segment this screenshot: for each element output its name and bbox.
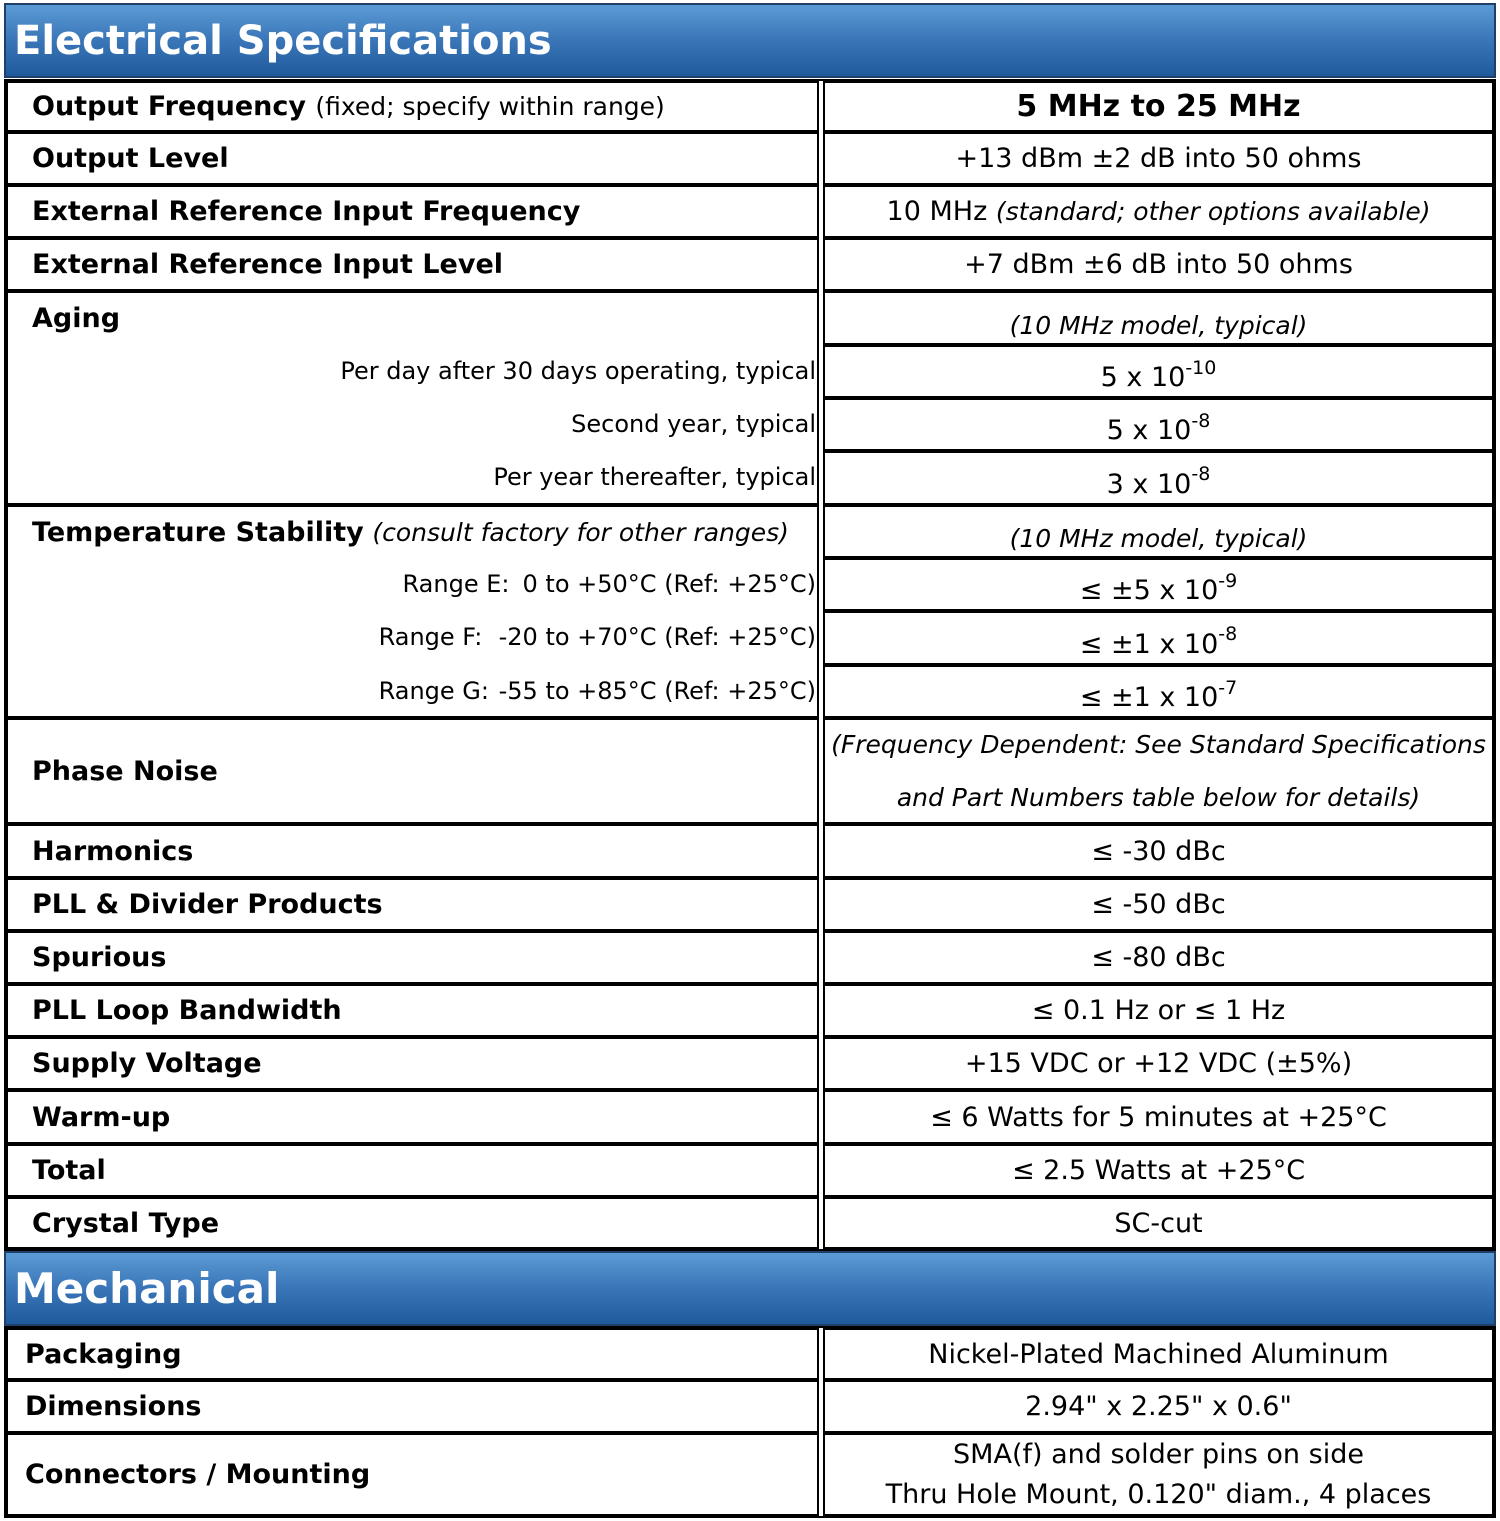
warmup-value: ≤ 6 Watts for 5 minutes at +25°C [930,1101,1387,1133]
aging-value-exp: -8 [1191,409,1211,432]
ext-ref-freq-value: 10 MHz [886,196,988,227]
electrical-section-header [4,3,1496,78]
pll-bandwidth-label-cell [6,984,819,1037]
aging-value-exp: -10 [1185,356,1217,379]
temp-stability-value-cell [823,665,1494,718]
harmonics-value: ≤ -30 dBc [1091,835,1226,867]
packaging-label-cell [6,1328,819,1380]
aging-label: Aging [32,303,121,334]
aging-value-exp: -8 [1191,463,1211,485]
phase-noise-value-cell [823,718,1494,824]
ext-ref-level-label-cell [6,238,819,291]
ext-ref-freq-value-cell [823,185,1494,238]
temp-value-exp: -7 [1218,676,1238,699]
output-level-value-cell [823,132,1494,185]
connectors-line2: Thru Hole Mount, 0.120" diam., 4 places [885,1478,1432,1510]
temp-stability-note: (consult factory for other ranges) [372,518,789,547]
temp-range-label: Range E: [402,570,510,598]
crystal-value: SC-cut [1114,1207,1203,1239]
phase-noise-line2: and Part Numbers table below for details) [896,783,1421,812]
temp-range-span: 0 to +50°C (Ref: +25°C) [522,570,816,598]
ext-ref-level-value-cell [823,238,1494,291]
temp-range-row [379,677,816,705]
output-level-label: Output Level [32,143,229,174]
temp-value-exp: -9 [1218,569,1238,592]
pll-bandwidth-value-cell [823,984,1494,1037]
output-frequency-value-cell [823,81,1494,132]
temp-stability-header-cell [823,505,1494,558]
warmup-value-cell [823,1090,1494,1144]
total-label: Total [32,1155,106,1186]
pll-divider-label: PLL & Divider Products [32,889,383,920]
crystal-value-cell [823,1197,1494,1249]
harmonics-label: Harmonics [32,835,194,867]
ext-ref-level-label: External Reference Input Level [32,249,504,280]
phase-noise-label-cell [6,718,819,824]
crystal-label-cell [6,1197,819,1249]
crystal-label: Crystal Type [32,1207,220,1239]
temp-value-base: ≤ ±1 x 10 [1079,628,1219,660]
connectors-label-cell [6,1433,819,1516]
output-frequency-label-cell [6,81,819,132]
phase-noise-line1: (Frequency Dependent: See Standard Specifications [831,730,1486,759]
electrical-title: Electrical Specifications [14,17,552,64]
spurious-value: ≤ -80 dBc [1091,942,1226,973]
temp-range-row [379,623,816,651]
output-frequency-note: (fixed; specify within range) [315,92,665,121]
output-level-label-cell [6,132,819,185]
ext-ref-freq-note: (standard; other options available) [995,197,1431,226]
aging-row-label: Per year thereafter, typical [493,463,816,491]
temp-range-span: -55 to +85°C (Ref: +25°C) [498,677,816,705]
aging-header: (10 MHz model, typical) [1009,310,1308,340]
phase-noise-label: Phase Noise [32,755,218,787]
temp-stability-value-cell [823,611,1494,665]
total-value-cell [823,1144,1494,1197]
temp-range-span: -20 to +70°C (Ref: +25°C) [498,623,816,651]
packaging-label: Packaging [25,1338,182,1370]
temp-stability-value-cell [823,558,1494,611]
temp-value-exp: -8 [1218,623,1238,645]
pll-bandwidth-label: PLL Loop Bandwidth [32,995,342,1026]
aging-value-cell [823,345,1494,398]
dimensions-value-cell [823,1380,1494,1433]
temp-stability-label: Temperature Stability [32,517,364,548]
output-level-value: +13 dBm ±2 dB into 50 ohms [955,143,1362,174]
pll-divider-value: ≤ -50 dBc [1091,889,1226,920]
aging-row-label: Per day after 30 days operating, typical [340,357,816,385]
pll-divider-label-cell [6,878,819,931]
total-value: ≤ 2.5 Watts at +25°C [1011,1155,1306,1186]
connectors-line1: SMA(f) and solder pins on side [953,1438,1364,1470]
aging-row-label: Second year, typical [571,410,816,438]
aging-value-cell [823,398,1494,451]
pll-bandwidth-value: ≤ 0.1 Hz or ≤ 1 Hz [1031,995,1286,1026]
harmonics-label-cell [6,824,819,878]
supply-voltage-label: Supply Voltage [32,1048,262,1079]
spurious-value-cell [823,931,1494,984]
connectors-label: Connectors / Mounting [25,1459,371,1490]
aging-value-base: 5 x 10 [1100,362,1186,393]
aging-value-base: 5 x 10 [1106,415,1192,446]
warmup-label-cell [6,1090,819,1144]
supply-voltage-value-cell [823,1037,1494,1090]
connectors-value-cell [823,1433,1494,1516]
output-frequency-value: 5 MHz to 25 MHz [1016,89,1301,124]
output-frequency-label: Output Frequency [32,91,306,122]
temp-value-base: ≤ ±1 x 10 [1079,682,1219,713]
spurious-label-cell [6,931,819,984]
warmup-label: Warm-up [32,1101,171,1133]
pll-divider-value-cell [823,878,1494,931]
packaging-value-cell [823,1328,1494,1380]
mechanical-title: Mechanical [14,1264,280,1313]
spurious-label: Spurious [32,942,167,973]
ext-ref-freq-label-cell [6,185,819,238]
total-label-cell [6,1144,819,1197]
dimensions-label: Dimensions [25,1391,202,1422]
temp-stability-header: (10 MHz model, typical) [1009,524,1308,553]
ext-ref-level-value: +7 dBm ±6 dB into 50 ohms [964,249,1353,280]
temp-range-label: Range F: [378,623,483,651]
temp-range-row [403,570,816,598]
aging-value-base: 3 x 10 [1106,468,1192,500]
packaging-value: Nickel-Plated Machined Aluminum [928,1338,1389,1370]
supply-voltage-label-cell [6,1037,819,1090]
aging-header-cell [823,291,1494,345]
harmonics-value-cell [823,824,1494,878]
dimensions-value: 2.94" x 2.25" x 0.6" [1025,1391,1292,1422]
aging-value-cell [823,451,1494,505]
mechanical-section-header [4,1251,1496,1326]
dimensions-label-cell [6,1380,819,1433]
supply-voltage-value: +15 VDC or +12 VDC (±5%) [964,1048,1353,1079]
ext-ref-freq-label: External Reference Input Frequency [32,196,581,227]
temp-value-base: ≤ ±5 x 10 [1079,575,1219,606]
temp-range-label: Range G: [378,677,489,705]
